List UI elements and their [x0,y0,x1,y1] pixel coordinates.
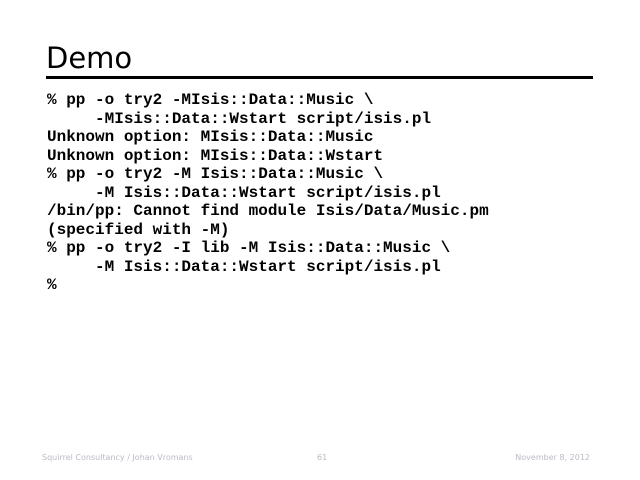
code-line-9: % pp -o try2 -I lib -M Isis::Data::Music \ [47,239,451,257]
code-line-8: (specified with -M) [47,220,230,239]
code-line-6: -M Isis::Data::Wstart script/isis.pl [47,183,441,202]
code-line-10: -M Isis::Data::Wstart script/isis.pl [47,257,441,276]
slide-title: Demo [46,41,133,75]
title-divider [46,76,593,79]
code-line-4: Unknown option: MIsis::Data::Wstart [47,146,384,165]
terminal-transcript [47,91,489,295]
code-line-5: % pp -o try2 -M Isis::Data::Music \ [47,165,384,183]
code-line-2: -MIsis::Data::Wstart script/isis.pl [47,109,432,128]
footer-page-number: 61 [317,453,328,462]
footer-date: November 8, 2012 [515,453,590,462]
footer-author: Squirrel Consultancy / Johan Vromans [42,453,193,462]
code-line-11: % [47,276,57,294]
code-line-3: Unknown option: MIsis::Data::Music [47,128,374,146]
code-line-7: /bin/pp: Cannot find module Isis/Data/Music.pm [47,202,489,220]
code-line-1: % pp -o try2 -MIsis::Data::Music \ [47,91,374,109]
